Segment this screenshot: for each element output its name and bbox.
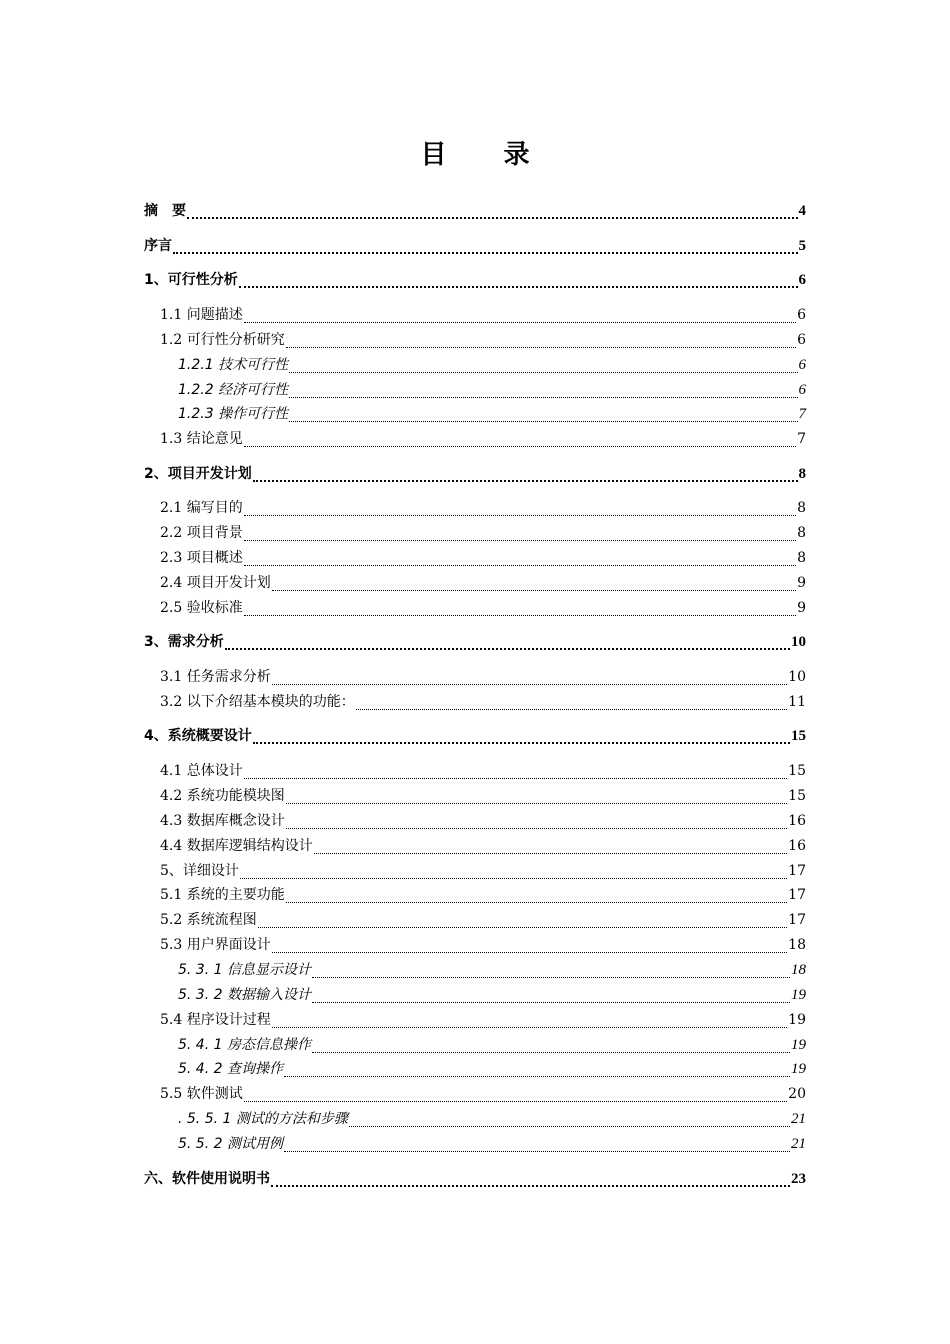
toc-leader [286,789,787,804]
toc-entry-page: 10 [788,669,806,685]
toc-entry[interactable] [160,597,806,619]
toc-entry[interactable] [178,379,806,401]
toc-entry-label: 2、项目开发计划 [144,466,252,482]
toc-entry-page: 8 [798,466,806,482]
toc-leader [173,238,798,254]
toc-entry-label: 1.2 可行性分析研究 [160,332,285,348]
toc-entry-label: 2.5 验收标准 [160,600,243,616]
toc-entry-page: 6 [798,272,806,288]
toc-entry[interactable] [160,860,806,882]
toc-entry[interactable] [178,354,806,376]
toc-entry[interactable] [160,572,806,594]
toc-entry-page: 6 [797,332,806,348]
toc-leader [272,938,787,953]
toc-entry[interactable] [178,403,806,425]
toc-entry-page: 6 [798,382,806,398]
toc-entry-label: 5.1 系统的主要功能 [160,887,285,903]
toc-entry[interactable] [160,1083,806,1105]
toc-entry-page: 10 [791,634,806,650]
toc-entry-label: 5. 3. 1 信息显示设计 [178,962,311,978]
toc-entry-label: 5.3 用户界面设计 [160,937,271,953]
toc-leader [289,358,797,373]
toc-entry[interactable] [144,235,806,257]
toc-entry-label: 2.4 项目开发计划 [160,575,271,591]
toc-entry-label: . 5. 5. 1 测试的方法和步骤 [178,1111,348,1127]
toc-entry-page: 16 [788,838,806,854]
toc-entry-page: 17 [788,912,806,928]
toc-leader [289,383,797,398]
toc-entry-page: 6 [798,357,806,373]
toc-leader [312,963,790,978]
toc-entry[interactable] [160,497,806,519]
toc-entry-label: 4.1 总体设计 [160,763,243,779]
toc-entry-page: 19 [791,1061,806,1077]
toc-leader [244,526,796,541]
toc-entry-label: 3.1 任务需求分析 [160,669,271,685]
toc-entry-label: 1.2.2 经济可行性 [178,382,289,398]
toc-entry[interactable] [160,785,806,807]
toc-entry[interactable] [144,269,806,291]
toc-entry-label: 摘 要 [144,203,186,219]
toc-entry[interactable] [178,984,806,1006]
toc-entry-page: 11 [788,694,806,710]
toc-leader [284,1137,790,1152]
toc-entry-label: 4、系统概要设计 [144,728,252,744]
toc-entry-page: 7 [797,431,806,447]
toc-entry[interactable] [144,631,806,653]
toc-entry-label: 5.4 程序设计过程 [160,1012,271,1028]
toc-leader [244,501,796,516]
toc-leader [244,432,796,447]
toc-leader [225,634,790,650]
toc-entry[interactable] [160,666,806,688]
toc-leader [244,551,796,566]
toc-entry-page: 16 [788,813,806,829]
toc-entry-label: 3、需求分析 [144,634,224,650]
toc-entry[interactable] [160,329,806,351]
toc-leader [272,576,796,591]
toc-leader [312,988,790,1003]
toc-entry-page: 18 [788,937,806,953]
toc-entry[interactable] [160,934,806,956]
toc-entry-label: 5.5 软件测试 [160,1086,243,1102]
toc-leader [356,695,787,710]
toc-entry-label: 4.3 数据库概念设计 [160,813,285,829]
toc-entry-label: 5、详细设计 [160,863,239,879]
toc-entry-page: 9 [797,600,806,616]
toc-entry[interactable] [160,1009,806,1031]
toc-entry[interactable] [160,547,806,569]
toc-leader [314,839,787,854]
toc-leader [244,601,796,616]
toc-entry[interactable] [160,691,806,713]
toc-leader [244,308,796,323]
toc-leader [312,1038,790,1053]
toc-entry[interactable] [178,1058,806,1080]
toc-entry-label: 1.2.3 操作可行性 [178,406,289,422]
toc-entry-label: 1.1 问题描述 [160,307,243,323]
toc-entry[interactable] [160,884,806,906]
toc-entry-label: 序言 [144,238,172,254]
toc-entry-page: 18 [791,962,806,978]
toc-entry-label: 3.2 以下介绍基本模块的功能： [160,694,355,710]
toc-entry-page: 15 [791,728,806,744]
toc-entry-page: 8 [797,550,806,566]
toc-entry-page: 21 [791,1111,806,1127]
toc-entry-label: 1、可行性分析 [144,272,238,288]
toc-leader [286,814,787,829]
toc-leader [239,272,798,288]
toc-leader [258,913,787,928]
toc-entry-page: 15 [788,788,806,804]
toc-entry[interactable] [144,463,806,485]
toc-entry-page: 7 [798,406,806,422]
toc-entry-label: 5. 3. 2 数据输入设计 [178,987,311,1003]
toc-entry-label: 1.2.1 技术可行性 [178,357,289,373]
toc-entry-label: 5. 4. 2 查询操作 [178,1061,283,1077]
toc-entry-page: 15 [788,763,806,779]
toc-entry-page: 21 [791,1136,806,1152]
toc-entry-page: 19 [788,1012,806,1028]
toc-entry-page: 19 [791,1037,806,1053]
toc-entry[interactable] [160,428,806,450]
toc-entry[interactable] [144,1168,806,1190]
toc-leader [244,764,787,779]
toc-entry-label: 5.2 系统流程图 [160,912,257,928]
toc-leader [286,888,787,903]
toc-entry[interactable] [160,760,806,782]
toc-leader [187,203,798,219]
toc-entry-page: 19 [791,987,806,1003]
toc-leader [272,1013,787,1028]
toc-entry-label: 六、软件使用说明书 [144,1171,270,1187]
toc-leader [244,1087,787,1102]
toc-entry-page: 8 [797,525,806,541]
toc-entry[interactable] [178,1133,806,1155]
toc-entry-label: 1.3 结论意见 [160,431,243,447]
toc-leader [349,1112,790,1127]
toc-entry-label: 4.4 数据库逻辑结构设计 [160,838,313,854]
toc-leader [271,1171,790,1187]
toc-entry-label: 2.1 编写目的 [160,500,243,516]
toc-entry[interactable] [160,304,806,326]
toc-entry-page: 23 [791,1171,806,1187]
toc-entry-label: 5. 4. 1 房态信息操作 [178,1037,311,1053]
toc-leader [284,1062,790,1077]
toc-leader [272,670,787,685]
toc-entry[interactable] [144,200,806,222]
toc-entry-page: 17 [788,863,806,879]
toc-entry[interactable] [178,1034,806,1056]
toc-entry-label: 2.2 项目背景 [160,525,243,541]
toc-leader [286,333,796,348]
toc-entry-page: 9 [797,575,806,591]
toc-entry[interactable] [160,835,806,857]
toc-leader [253,728,790,744]
toc-entry-page: 17 [788,887,806,903]
toc-title: 目 录 [420,140,554,170]
toc-entry[interactable] [178,1108,806,1130]
toc-entry-page: 5 [798,238,806,254]
toc-entry-page: 8 [797,500,806,516]
toc-entry[interactable] [178,959,806,981]
toc-entry[interactable] [160,909,806,931]
toc-leader [289,407,797,422]
toc-entry[interactable] [160,810,806,832]
toc-leader [253,466,798,482]
toc-entry-label: 2.3 项目概述 [160,550,243,566]
toc-entry-label: 4.2 系统功能模块图 [160,788,285,804]
toc-entry-label: 5. 5. 2 测试用例 [178,1136,283,1152]
toc-entry[interactable] [160,522,806,544]
toc-leader [240,864,787,879]
toc-entry-page: 4 [798,203,806,219]
toc-entry[interactable] [144,725,806,747]
toc-entry-page: 6 [797,307,806,323]
toc-entry-page: 20 [788,1086,806,1102]
